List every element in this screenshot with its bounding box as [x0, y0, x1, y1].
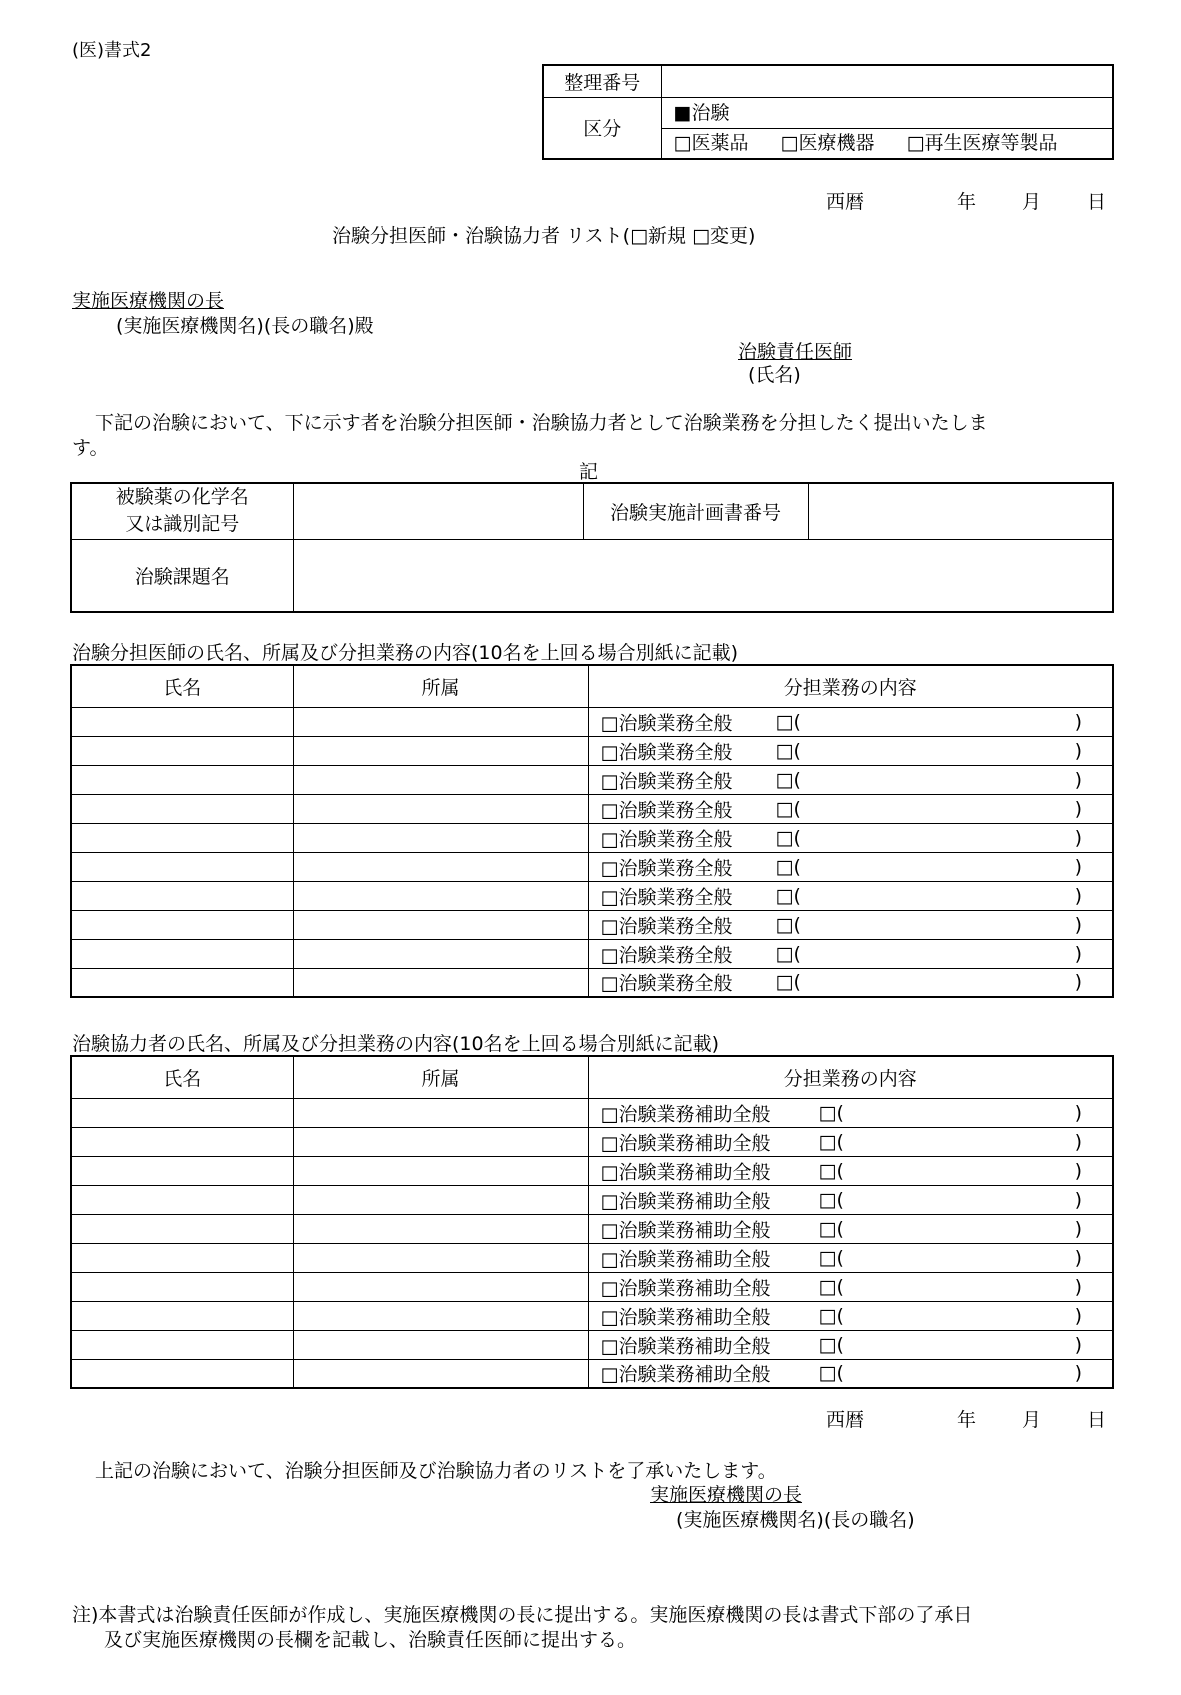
seiri-label: 整理番号: [543, 65, 661, 97]
date-bottom-day: 日: [1087, 1409, 1107, 1431]
sub-task-general-checkbox[interactable]: □治験業務全般: [600, 857, 733, 879]
drug-label: [71, 483, 293, 539]
coop-task-general-checkbox[interactable]: □治験業務補助全般: [600, 1248, 771, 1270]
sub-section-caption: 治験分担医師の氏名、所属及び分担業務の内容(10名を上回る場合別紙に記載): [72, 642, 739, 664]
sub-name-cell[interactable]: [71, 968, 293, 997]
approval-text: 上記の治験において、治験分担医師及び治験協力者のリストを了承いたします。: [95, 1460, 777, 1482]
sub-task-other-checkbox[interactable]: □(: [775, 768, 801, 791]
sub-task-general-checkbox[interactable]: □治験業務全般: [600, 915, 733, 937]
coop-affil-cell[interactable]: [293, 1156, 588, 1185]
sub-task-close-paren: ): [1074, 797, 1082, 820]
sub-name-cell[interactable]: [71, 794, 293, 823]
sub-affil-cell[interactable]: [293, 968, 588, 997]
coop-name-cell[interactable]: [71, 1301, 293, 1330]
coop-name-cell[interactable]: [71, 1127, 293, 1156]
coop-affil-cell[interactable]: [293, 1330, 588, 1359]
addressee-line2: (実施医療機関名)(長の職名)殿: [116, 315, 374, 337]
body-text-2: す。: [72, 437, 109, 459]
coop-affil-cell[interactable]: [293, 1214, 588, 1243]
drug-label-line1: 被験薬の化学名: [115, 486, 249, 509]
coop-affil-cell[interactable]: [293, 1272, 588, 1301]
coop-task-general-checkbox[interactable]: □治験業務補助全般: [600, 1161, 771, 1183]
sub-task-general-checkbox[interactable]: □治験業務全般: [600, 944, 733, 966]
coop-row: [71, 1359, 1113, 1388]
sub-name-cell[interactable]: [71, 910, 293, 939]
coop-task-other-checkbox[interactable]: □(: [818, 1362, 844, 1385]
sub-task-other-checkbox[interactable]: □(: [775, 971, 801, 994]
coop-task-other-checkbox[interactable]: □(: [818, 1130, 844, 1153]
document-title: 治験分担医師・治験協力者 リスト(□新規 □変更): [332, 225, 756, 247]
sub-task-cell: [588, 765, 1113, 794]
sub-task-cell: [588, 794, 1113, 823]
sub-row: [71, 823, 1113, 852]
coop-row: [71, 1156, 1113, 1185]
sub-affil-cell[interactable]: [293, 794, 588, 823]
sub-task-general-checkbox[interactable]: □治験業務全般: [600, 799, 733, 821]
note-line2: 及び実施医療機関の長欄を記載し、治験責任医師に提出する。: [104, 1629, 637, 1651]
sub-task-close-paren: ): [1074, 855, 1082, 878]
kubun-drug-checkbox[interactable]: □医薬品: [673, 131, 749, 154]
sub-row: [71, 707, 1113, 736]
date-bottom-year: 年: [957, 1409, 977, 1431]
sub-task-general-checkbox[interactable]: □治験業務全般: [600, 886, 733, 908]
sub-row: [71, 939, 1113, 968]
sub-task-cell: [588, 823, 1113, 852]
sub-task-close-paren: ): [1074, 913, 1082, 936]
sub-task-other-checkbox[interactable]: □(: [775, 913, 801, 936]
drug-field[interactable]: [293, 483, 583, 539]
coop-col-task: 分担業務の内容: [588, 1056, 1113, 1098]
coop-task-other-checkbox[interactable]: □(: [818, 1101, 844, 1124]
sub-task-cell: [588, 939, 1113, 968]
kubun-label: 区分: [543, 97, 661, 159]
sub-row: [71, 968, 1113, 997]
sender-line2: (氏名): [748, 364, 801, 386]
coop-task-other-checkbox[interactable]: □(: [818, 1333, 844, 1356]
sub-task-general-checkbox[interactable]: □治験業務全般: [600, 828, 733, 850]
sub-investigator-table: [70, 664, 1114, 998]
kubun-device-checkbox[interactable]: □医療機器: [780, 131, 875, 154]
sub-row: [71, 794, 1113, 823]
coop-row: [71, 1214, 1113, 1243]
coop-task-other-checkbox[interactable]: □(: [818, 1217, 844, 1240]
sub-task-general-checkbox[interactable]: □治験業務全般: [600, 741, 733, 763]
sub-task-close-paren: ): [1074, 739, 1082, 762]
sub-row: [71, 852, 1113, 881]
date-year: 年: [957, 191, 977, 213]
sub-task-close-paren: ): [1074, 768, 1082, 791]
coop-task-other-checkbox[interactable]: □(: [818, 1246, 844, 1269]
coop-task-general-checkbox[interactable]: □治験業務補助全般: [600, 1190, 771, 1212]
approver-line1: 実施医療機関の長: [650, 1484, 803, 1506]
sender-line1: 治験責任医師: [738, 341, 853, 363]
coop-col-affil: 所属: [293, 1056, 588, 1098]
sub-task-other-checkbox[interactable]: □(: [775, 710, 801, 733]
sub-task-other-checkbox[interactable]: □(: [775, 797, 801, 820]
coop-task-cell: [588, 1243, 1113, 1272]
seiri-field[interactable]: [661, 65, 1113, 97]
sub-col-task: 分担業務の内容: [588, 665, 1113, 707]
coop-task-general-checkbox[interactable]: □治験業務補助全般: [600, 1277, 771, 1299]
sub-task-close-paren: ): [1074, 942, 1082, 965]
sub-task-close-paren: ): [1074, 710, 1082, 733]
sub-task-other-checkbox[interactable]: □(: [775, 942, 801, 965]
coop-row: [71, 1301, 1113, 1330]
sub-row: [71, 736, 1113, 765]
info-table: [70, 482, 1114, 613]
sub-affil-cell[interactable]: [293, 707, 588, 736]
coop-task-cell: [588, 1214, 1113, 1243]
sub-task-general-checkbox[interactable]: □治験業務全般: [600, 972, 733, 995]
title-label: 治験課題名: [71, 539, 293, 612]
sub-task-close-paren: ): [1074, 884, 1082, 907]
sub-row: [71, 881, 1113, 910]
coop-name-cell[interactable]: [71, 1330, 293, 1359]
sub-task-other-checkbox[interactable]: □(: [775, 826, 801, 849]
coop-section-caption: 治験協力者の氏名、所属及び分担業務の内容(10名を上回る場合別紙に記載): [72, 1033, 720, 1055]
date-bottom-era: 西暦: [826, 1409, 865, 1431]
sub-task-cell: [588, 852, 1113, 881]
coop-task-other-checkbox[interactable]: □(: [818, 1304, 844, 1327]
coop-col-name: 氏名: [71, 1056, 293, 1098]
sub-task-cell: [588, 707, 1113, 736]
sub-task-other-checkbox[interactable]: □(: [775, 855, 801, 878]
coop-task-general-checkbox[interactable]: □治験業務補助全般: [600, 1219, 771, 1241]
sub-row: [71, 765, 1113, 794]
coop-task-close-paren: ): [1074, 1101, 1082, 1124]
sub-task-close-paren: ): [1074, 971, 1082, 994]
coop-affil-cell[interactable]: [293, 1098, 588, 1127]
coop-task-close-paren: ): [1074, 1275, 1082, 1298]
sub-task-general-checkbox[interactable]: □治験業務全般: [600, 770, 733, 792]
sub-name-cell[interactable]: [71, 823, 293, 852]
coop-affil-cell[interactable]: [293, 1301, 588, 1330]
date-era: 西暦: [826, 191, 865, 213]
sub-task-cell: [588, 910, 1113, 939]
cooperator-table: [70, 1055, 1114, 1389]
coop-affil-cell[interactable]: [293, 1185, 588, 1214]
sub-task-cell: [588, 881, 1113, 910]
coop-task-other-checkbox[interactable]: □(: [818, 1159, 844, 1182]
sub-name-cell[interactable]: [71, 736, 293, 765]
coop-row: [71, 1185, 1113, 1214]
coop-name-cell[interactable]: [71, 1156, 293, 1185]
coop-affil-cell[interactable]: [293, 1243, 588, 1272]
sub-name-cell[interactable]: [71, 852, 293, 881]
coop-task-close-paren: ): [1074, 1333, 1082, 1356]
coop-task-general-checkbox[interactable]: □治験業務補助全般: [600, 1363, 771, 1386]
coop-name-cell[interactable]: [71, 1359, 293, 1388]
sub-task-general-checkbox[interactable]: □治験業務全般: [600, 712, 733, 734]
sub-affil-cell[interactable]: [293, 881, 588, 910]
coop-task-other-checkbox[interactable]: □(: [818, 1188, 844, 1211]
coop-task-close-paren: ): [1074, 1217, 1082, 1240]
coop-task-general-checkbox[interactable]: □治験業務補助全般: [600, 1306, 771, 1328]
header-box: [542, 64, 1114, 160]
sub-task-cell: [588, 736, 1113, 765]
drug-label-line2: 又は識別記号: [125, 513, 240, 536]
sub-task-close-paren: ): [1074, 826, 1082, 849]
coop-task-cell: [588, 1156, 1113, 1185]
coop-task-close-paren: ): [1074, 1246, 1082, 1269]
coop-row: [71, 1127, 1113, 1156]
coop-name-cell[interactable]: [71, 1098, 293, 1127]
coop-name-cell[interactable]: [71, 1243, 293, 1272]
coop-row: [71, 1243, 1113, 1272]
coop-task-general-checkbox[interactable]: □治験業務補助全般: [600, 1103, 771, 1125]
coop-row: [71, 1098, 1113, 1127]
date-day: 日: [1087, 191, 1107, 213]
sub-name-cell[interactable]: [71, 881, 293, 910]
sub-affil-cell[interactable]: [293, 765, 588, 794]
form-id: (医)書式2: [72, 40, 152, 61]
coop-task-cell: [588, 1301, 1113, 1330]
coop-name-cell[interactable]: [71, 1272, 293, 1301]
coop-task-close-paren: ): [1074, 1304, 1082, 1327]
coop-task-cell: [588, 1330, 1113, 1359]
sub-task-other-checkbox[interactable]: □(: [775, 739, 801, 762]
sub-name-cell[interactable]: [71, 707, 293, 736]
date-month: 月: [1022, 191, 1042, 213]
coop-task-close-paren: ): [1074, 1188, 1082, 1211]
sub-row: [71, 910, 1113, 939]
sub-affil-cell[interactable]: [293, 939, 588, 968]
coop-affil-cell[interactable]: [293, 1127, 588, 1156]
kubun-regen-checkbox[interactable]: □再生医療等製品: [906, 131, 1058, 154]
approver-line2: (実施医療機関名)(長の職名): [676, 1509, 915, 1531]
sub-col-affil: 所属: [293, 665, 588, 707]
ki-label: 記: [579, 461, 599, 483]
sub-task-other-checkbox[interactable]: □(: [775, 884, 801, 907]
body-text-1: 下記の治験において、下に示す者を治験分担医師・治験協力者として治験業務を分担したく提出いたしま: [95, 412, 988, 434]
coop-row: [71, 1330, 1113, 1359]
sub-affil-cell[interactable]: [293, 736, 588, 765]
protocol-field[interactable]: [808, 483, 1113, 539]
title-field[interactable]: [293, 539, 1113, 612]
kubun-trial-checkbox[interactable]: ■治験: [662, 98, 1113, 129]
coop-name-cell[interactable]: [71, 1185, 293, 1214]
coop-task-close-paren: ): [1074, 1362, 1082, 1385]
coop-task-general-checkbox[interactable]: □治験業務補助全般: [600, 1335, 771, 1357]
coop-row: [71, 1272, 1113, 1301]
kubun-options: [661, 97, 1113, 159]
sub-name-cell[interactable]: [71, 765, 293, 794]
coop-name-cell[interactable]: [71, 1214, 293, 1243]
coop-task-close-paren: ): [1074, 1130, 1082, 1153]
sub-col-name: 氏名: [71, 665, 293, 707]
date-bottom-month: 月: [1022, 1409, 1042, 1431]
coop-task-close-paren: ): [1074, 1159, 1082, 1182]
protocol-label: 治験実施計画書番号: [583, 483, 808, 539]
sub-name-cell[interactable]: [71, 939, 293, 968]
sub-affil-cell[interactable]: [293, 852, 588, 881]
coop-task-other-checkbox[interactable]: □(: [818, 1275, 844, 1298]
sub-affil-cell[interactable]: [293, 823, 588, 852]
coop-task-cell: [588, 1359, 1113, 1388]
sub-task-cell: [588, 968, 1113, 997]
addressee-line1: 実施医療機関の長: [72, 290, 225, 312]
note-line1: 注)本書式は治験責任医師が作成し、実施医療機関の長に提出する。実施医療機関の長は書式下部の了承日: [72, 1604, 973, 1626]
coop-task-cell: [588, 1185, 1113, 1214]
coop-task-cell: [588, 1098, 1113, 1127]
coop-affil-cell[interactable]: [293, 1359, 588, 1388]
coop-task-general-checkbox[interactable]: □治験業務補助全般: [600, 1132, 771, 1154]
coop-task-cell: [588, 1127, 1113, 1156]
coop-task-cell: [588, 1272, 1113, 1301]
sub-affil-cell[interactable]: [293, 910, 588, 939]
